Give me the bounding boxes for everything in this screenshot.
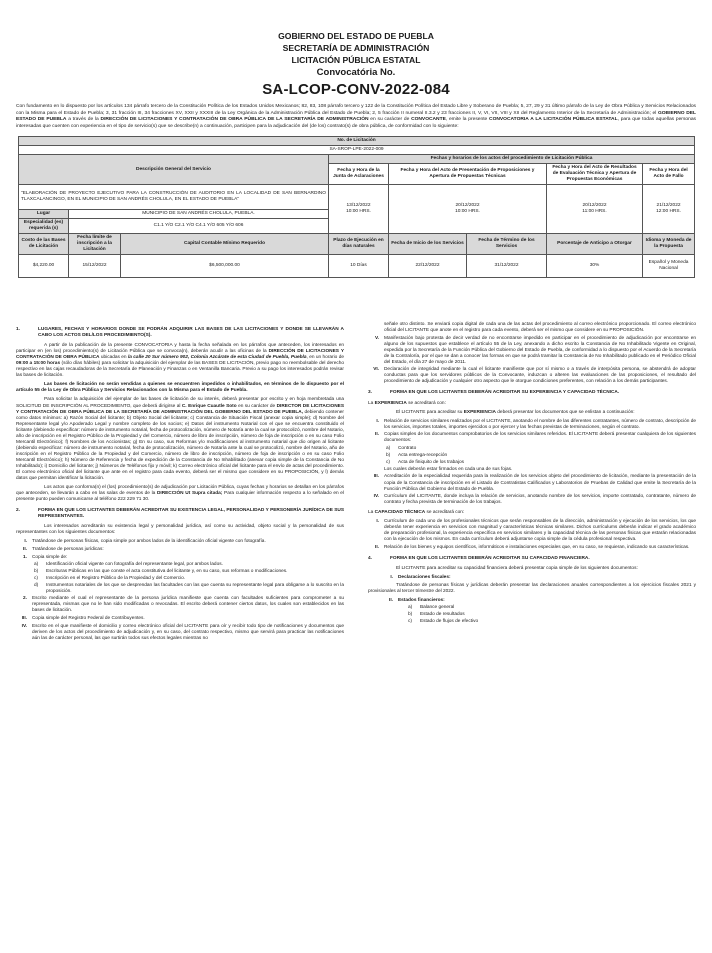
date-evaluacion: 20/12/2022 11:00 HRS. (547, 185, 643, 234)
licitacion-table (18, 136, 695, 278)
no-licitacion-label: No. de Licitación (19, 137, 695, 146)
header-fallo: Fecha y Hora del Acto de Fallo (643, 164, 695, 185)
list-item: IV. Currículum del LICITANTE, donde incluya la relación de servicios, anotando nombre de los servicios, importe contratado, contratante, número de contrato y fecha prevista de terminación de los trabajos. (373, 494, 696, 506)
header-limite: Fecha límite de inscripción a la Licitación (69, 234, 121, 255)
list-item: II. Copias simples de los documentos comprobatorios de los servicios similares referidos. El LICITANTE deberá presentar cualquiera de los siguientes documentos: (375, 432, 696, 444)
section-3-title: 3. FORMA EN QUE LOS LICITANTES DEBERÁN ACREDITAR SU EXPERIENCIA Y CAPACIDAD TÉCNICA. (368, 390, 620, 396)
list-subitem: a) Balance general (408, 605, 455, 611)
header-capital: Capital Contable Mínimo Requerido (121, 234, 329, 255)
section-4-paragraph-2: Tratándose de personas físicas y jurídicas deberán presentar las declaraciones anuales correspondientes a los ejercicios fiscales 2021 y provisionales al tercer trimestre del 2022. (368, 582, 696, 594)
list-subitem: c) Estado de flujos de efectivo (408, 619, 479, 625)
limite-value: 15/12/2022 (69, 255, 121, 278)
list-item-continued: señale otro distinto. Se enviará copia digital de cada una de las actas del procedimiento al correo electrónico proporcionado. El correo electrónico oficial del LICITANTE que anote en el registro para cada evento, deberá ser el mismo que considere en su PROPOSICIÓN. (384, 322, 696, 334)
header-presentacion: Fecha y Hora del Acto de Presentación de Proposiciones y Apertura de Propuestas Técnicas (389, 164, 547, 185)
list-subitem: a) Contrato (386, 445, 417, 451)
lugar-label: Lugar (19, 210, 69, 219)
list-subitem: c) Inscripción en el Registro Público de la Propiedad y del Comercio. (34, 576, 186, 582)
list-subitem: b) Acta entrega-recepción (386, 452, 448, 458)
header-inicio: Fecha de Inicio de los Servicios (389, 234, 467, 255)
list-item: II. Estados financieros: (389, 597, 445, 603)
section-3-lead-experiencia: La EXPERIENCIA se acreditará con: (368, 400, 446, 406)
descripcion-label: Descripción General del Servicio (19, 155, 329, 185)
header-government: GOBIERNO DEL ESTADO DE PUEBLA (278, 31, 434, 41)
list-item: II. Tratándose de personas jurídicas: (23, 547, 104, 552)
termino-value: 31/12/2022 (467, 255, 547, 278)
list-item: 1. Copia simple de: (23, 554, 68, 560)
section-2-intro: Los interesados acreditarán su existencia legal y personalidad jurídica, así como su actividad, objeto social y la personalidad de sus representantes con los siguientes documentos: (16, 524, 344, 536)
section-1-paragraph-4: Los actos que conforma(n) el (los) procedimiento(s) de adjudicación por Licitación Pública, cuyas fechas y horarios se detallan en los párrafos que anteceden, se llevarán a cabo en las salas de eventos de la DIRECCIÓN Ut Supra citada; Para cualquier información respecto a lo señalado en el presente punto pueden comunicarse al teléfono 222 229 71 30. (16, 485, 344, 503)
list-item: VI. Declaración de integridad mediante la cual el licitante manifieste que por sí mismo o a través de interpósita persona, se abstendrá de adoptar conductas para que los servidores públicos de la Convocante, induzcan o alteren las evaluaciones de las proposiciones, el resultado del procedimiento de adjudicación y cualquier otro aspecto que le otorgue condiciones preferentes, con relación a los demás participantes. (373, 367, 696, 385)
list-item: I. Tratándose de personas físicas, copia simple por ambos lados de la identificación oficial vigente con fotografía. (24, 539, 266, 545)
body-columns (16, 322, 696, 643)
convocatoria-code: SA-LCOP-CONV-2022-084 (262, 81, 450, 98)
list-item: 2. Escrito mediante el cual el representante de la persona jurídica manifieste que cuenta con facultades suficientes para comprometer a su representada, mismas que no le han sido modificadas o revocadas. El escrito deberá contener ciertos datos, los cuales son establecidos en las bases de licitación. (23, 596, 344, 614)
header-convocatoria: Convocatória No. (316, 67, 396, 78)
header-idioma: Idioma y Moneda de la Propuesta (643, 234, 695, 255)
list-subitem: d) Instrumentos notariales de los que se desprendan las facultades con las que cuenta su representante legal para obligarse a lo suscrito en la proposición. (34, 583, 344, 595)
left-column (16, 322, 344, 643)
section-1-title: 1. LUGARES, FECHAS Y HORARIOS DONDE SE PODRÁN ADQUIRIR LAS BASES DE LAS LICITACIONES Y DONDE SE LLEVARÁN A CABO LOS ACTOS DEL/LOS PROCEDIMIENTO(S). (16, 327, 344, 339)
section-1-paragraph-1: A partir de la publicación de la presente CONVOCATORIA y hasta la fecha señalada en los párrafos que anteceden, los interesados en participar en (en los) procedimiento(s) de Licitación Pública que se convoca(n), deberán acudir a las oficinas de la DIRECCIÓN DE LICITACIONES Y CONTRATACIÓN DE OBRA PÚBLICA ubicadas en la calle 20 Sur número 902, Colonia Azcárate de esta Ciudad de Puebla, Puebla, en un horario de 09:00 a 15:00 horas (sólo días hábiles) para solicitar la adquisición del ejemplar de las BASES DE LICITACIÓN, previo pago no reembolsable del derecho respectivo en las cajas recaudadoras de la Secretaría de Planeación y Finanzas o en Ventanilla Bancaria. Previo a su pago los interesados podrán revisar las bases de licitación. (16, 343, 345, 379)
idioma-value: Español y Moneda Nacional (643, 255, 695, 278)
date-fallo: 21/12/2022 12:00 HRS. (643, 185, 695, 234)
section-4-paragraph-1: El LICITANTE para acreditar su capacidad financiera deberá presentar copia simple de los siguientes documentos: (396, 566, 638, 572)
header-licitacion: LICITACIÓN PÚBLICA ESTATAL (291, 55, 421, 65)
list-subitem: b) Escrituras Públicas en las que conste el acta constitutiva del licitante y, en su caso, sus reformas o modificaciones. (34, 569, 288, 575)
header-secretaria: SECRETARÍA DE ADMINISTRACIÓN (282, 43, 430, 53)
list-item: I. Currículum de cada uno de los profesionales técnicos que serán responsables de la dirección, administración y ejecución de los servicios, los que deberán tener experiencia en servicios con magnitud y características técnicas similares. Dichos currículums deberán indicar el grado académico de preparación profesional, la experiencia específica en servicios similares y la capacidad técnica de las personas físicas que estarán relacionadas con la ejecución de los mismos. En cada currículum deberá adjuntarse copia simple de la cédula profesional respectiva. (376, 519, 696, 543)
header-junta: Fecha y Hora de la Junta de Aclaraciones (329, 164, 389, 185)
section-3-paragraph-1: El LICITANTE para acreditar su EXPERIENCIA deberá presentar los documentos que se enlistan a continuación: (396, 409, 635, 415)
list-item: I. Declaraciones fiscales: (390, 575, 451, 581)
section-1-paragraph-2: Las bases de licitación no serán vendidas a quienes se encuentren impedidos o inhabilitados, en términos de lo dispuesto por el artículo 55 de la Ley de Obra Pública y Servicios Relacionados con la Misma para el Estado de Puebla. (16, 382, 344, 394)
especialidad-label: Especialidad (es) requerida (s) (19, 219, 69, 234)
list-item: I. Relación de servicios similares realizados por el LICITANTE, anotando el nombre de las diferentes contratantes, número de contrato, descripción de los servicios, importes totales, importes ejercidos o por ejercer y las fechas previstas de terminaciones, según el contrato. (376, 418, 696, 430)
anticipo-value: 30% (547, 255, 643, 278)
header-evaluacion: Fecha y Hora del Acto de Resultados de Evaluación Técnica y Apertura de Propuestas Económicas (547, 164, 643, 185)
section-3-lead-capacidad: La CAPACIDAD TÉCNICA se acreditará con: (368, 510, 465, 516)
plazo-value: 10 Días (329, 255, 389, 278)
capital-value: $6,500,000.00 (121, 255, 329, 278)
section-1-paragraph-3: Para solicitar la adquisición del ejemplar de las bases de licitación de su interés, deberá presentar por escrito y en hoja membretada una SOLICITUD DE INSCRIPCIÓN AL PROCEDIMIENTO, que deberá dirigirse al C. Enrique Cuautle Soto en su carácter de DIRECTOR DE LICITACIONES Y CONTRATACIÓN DE OBRA PÚBLICA DE LA SECRETARÍA DE ADMINISTRACIÓN DEL GOBIERNO DEL ESTADO DE PUEBLA, debiendo contener como datos mínimos: a) Razón Social del licitante; b) Objeto Social del licitante; c) Constancia de Situación Fiscal (anexar copia simple); d) Nombre del Representante legal y/o Apoderado Legal y nombre completo de los socios; e) Datos del instrumento Notarial con el que se encuentra constituido el licitante (debiendo especificar: número de instrumento notarial, fecha de protocolización, número de Notaría ante la cual se protocolizó, nombre del Notario, año de inscripción en el Registro Público de la Propiedad y del Comercio, número de libro de inscripción, número de foja de inscripción o en su caso Folio Mercantil Electrónico); f) Nombres de los Accionistas; g) En su caso, sus Reformas y/o modificaciones al instrumento notarial que dio origen al licitante (debiendo especificar: número de instrumento notarial, fecha de protocolización, número de Notaría ante la cual se protocolizó, nombre del Notario, año de inscripción en el Registro Público de la Propiedad y del Comercio, número de libro de inscripción, número de foja de inscripción o en su caso Folio Mercantil Electrónico); h) Número de Referencia y fecha de expedición de la Constancia de No Inhabilitado (anexar copia simple de la Constancia de No Inhabilitado); i) Domicilio del licitante; j) Números de Teléfonos fijo y móvil; k) Correo electrónico oficial del licitante para el envío de actas del procedimiento. El correo electrónico oficial del licitante que ante en el registro para cada evento, deberá ser el mismo que considere en su PROPOSICIÓN, y l) demás datos que permitan identificar la licitación. (16, 397, 344, 482)
list-item: III. Acreditación de la especialidad requerida para la realización de los servicios objeto del procedimiento de licitación, mediante la presentación de la copia de la Constancia de inscripción en el Listado de Contratistas Calificados y Laboratorios de Pruebas de Calidad que emite la Secretaría de la Función Pública del Gobierno del Estado de Puebla. (373, 474, 696, 492)
section-2-title: 2. FORMA EN QUE LOS LICITANTES DEBERÁN ACREDITAR SU EXISTENCIA LEGAL, PERSONALIDAD Y PERSONERÍA JURÍDICA DE SUS REPRESENTANTES. (16, 508, 344, 520)
costo-value: $4,220.00 (19, 255, 69, 278)
list-item: V. Manifestación bajo protesta de decir verdad de no encontrarse impedido en participar en el procedimiento de adjudicación por encontrarse en alguno de los supuestos que establece el artículo 55 de la Ley, anexando a dicho escrito la Constancia de No Inhabilitado Vigente en Original, expedida por la Secretaría de la Función Pública del Gobierno del Estado de Puebla, de conformidad a lo dispuesto por el Acuerdo de la Secretaría de la Contraloría, por el que se dan a conocer las formas en que se podrá tramitar la Constancia de No Inhabilitado publicado en el Periódico Oficial del Estado, el día 27 de mayo de 2011. (374, 335, 696, 365)
lugar-value: MUNICIPIO DE SAN ANDRÉS CHOLULA, PUEBLA. (69, 210, 329, 219)
date-junta: 13/12/2022 10:00 HRS. (329, 185, 389, 234)
list-subitem: b) Estado de resultados (408, 612, 465, 618)
inicio-value: 22/12/2022 (389, 255, 467, 278)
list-item: III. Copia simple del Registro Federal de Contribuyentes. (21, 615, 145, 621)
list-subitem: c) Acta de finiquito de los trabajos (386, 459, 465, 465)
header-termino: Fecha de Término de los Servicios (467, 234, 547, 255)
document-header (0, 0, 712, 100)
header-anticipo: Porcentaje de Anticipo a Otorgar (547, 234, 643, 255)
list-item: IV. Escrito en el que manifieste el domicilio y correo electrónico oficial del LICITANTE para oír y recibir todo tipo de notificaciones y documentos que deriven de los actos del procedimiento de adjudicación y, en su caso, del contrato respectivo, mismo que servirá para practicar las notificaciones aún las de carácter personal, las que surtirán todos sus efectos legales mientras no (21, 623, 344, 641)
right-column (368, 322, 696, 643)
fechas-label: Fechas y horarios de los actos del procedimiento de Licitación Pública (329, 155, 695, 164)
list-item: II. Relación de los bienes y equipos científicos, informáticos e instalaciones especiales que, en su caso, se requieran, indicando sus características. (375, 544, 690, 550)
section-4-title: 4. FORMA EN QUE LOS LICITANTES DEBERÁN ACREDITAR SU CAPACIDAD FINANCIERA. (368, 556, 590, 561)
header-plazo: Plazo de Ejecución en días naturales (329, 234, 389, 255)
date-presentacion: 20/12/2022 10:00 HRS. (389, 185, 547, 234)
intro-paragraph: Con fundamento en lo dispuesto por los artículos 134 párrafo tercero de la Constitución Política de los Estados Unidos Mexicanos; 82, 83, 108 párrafo tercero y 122 de la Constitución Política del Estado Libre y Soberano de Puebla; 5, 27, 29 y 31 último párrafo de la Ley de Obra Pública y Servicios Relacionados con la Misma para el Estado de Puebla; 3, 31 fracción III, 34 fracciones XV, XXII y XXXIII de la Ley Orgánica de la Administración Pública del Estado de Puebla; 2, 5 fracción II numeral II.3.2 y 23 fracciones II, V, VI, VII, VIII y XII del Reglamento Interior de la Secretaría de Administración; el GOBIERNO DEL ESTADO DE PUEBLA a través de la DIRECCIÓN DE LICITACIONES Y CONTRATACIÓN DE OBRA PÚBLICA DE LA SECRETARÍA DE ADMINISTRACIÓN en su carácter de CONVOCANTE, emite la presente CONVOCATORIA A LA LICITACIÓN PÚBLICA ESTATAL, para que todas aquellas personas interesadas que cuenten con experiencia en el tipo de servicio(s) que se describe(n) a continuación, participen para la adjudicación del (de los) contrato(s) de obra pública, de conformidad con lo siguiente: (16, 104, 696, 129)
especialidad-value: C1.1 Y/O C2.1 Y/O C4.1 Y/O 605 Y/O 606 (69, 219, 329, 234)
list-subitem: a) Identificación oficial vigente con fotografía del representante legal, por ambos lados. (34, 562, 223, 568)
header-costo: Costo de las Bases de Licitación (19, 234, 69, 255)
service-description: "ELABORACIÓN DE PROYECTO EJECUTIVO PARA LA CONSTRUCCIÓN DE AUDITORIO EN LA LOCALIDAD DE SAN BERNARDINO TLAXCALANCINGO, EN EL MUNICIPIO DE SAN ANDRÉS CHOLULA, EN EL ESTADO DE PUEBLA" (19, 185, 329, 210)
no-licitacion-value: SA-SROP-LPE-2022-009 (19, 146, 695, 155)
list-note: Los cuales deberán estar firmados en cada una de sus fojas. (384, 466, 513, 472)
